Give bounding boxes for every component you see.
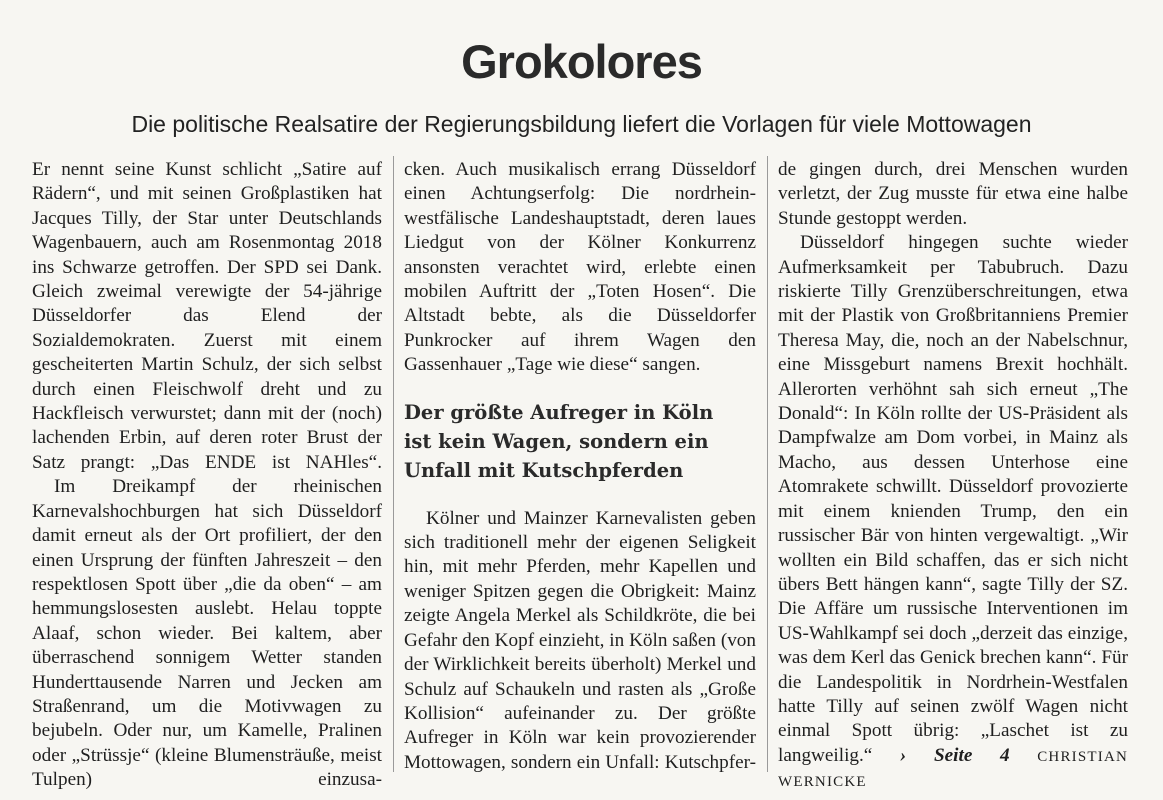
paragraph xyxy=(778,231,1128,794)
paragraph: Im Dreikampf der rheinischen Karnevalshochburgen hat sich Düsseldorf damit erneut als der Ort profiliert, der den einen Ursprung der fünften Jahreszeit – den respektlosen Spott über „die da oben“ – am hemmungslosesten auslebt. Helau toppte Alaaf, schon wieder. Bei kaltem, aber überraschend sonnigem Wetter standen Hunderttausende Narren und Jecken am Straßenrand, um die Motivwagen zu bejubeln. Oder nur, um Kamelle, Pralinen oder „Strüssje“ (kleine Blumensträuße, meist Tulpen) einzusa- xyxy=(32,476,382,791)
paragraph: de gingen durch, drei Menschen wurden verletzt, der Zug musste für etwa eine halbe Stunde gestoppt werden. xyxy=(778,159,1128,229)
paragraph-text: Düsseldorf hingegen suchte wieder Aufmerksamkeit per Tabubruch. Dazu riskierte Tilly Grenzüberschreitungen, etwa mit der Plastik von Großbritanniens Premier Theresa May, die, noch an der Nabelschnur, eine Missgeburt namens Brexit hochhält. Allerorten verhöhnt sah sich erneut „The Donald“: In Köln rollte der US-Präsident als Dampfwalze am Dom vorbei, in Mainz als Macho, aus dessen Unterhose eine Atomrakete schwillt. Düsseldorf provozierte mit einem knienden Trump, den ein russischer Bär von hinten vergewaltigt. „Wir wollten ein Bild schaffen, das er sich nicht übers Bett hängen kann“, sagte Tilly der SZ. Die Affäre um russische Interventionen im US-Wahlkampf sei doch „derzeit das einzige, was dem Kerl das Genick brechen kann“. Für die Landespolitik in Nordrhein-Westfalen hatte Tilly auf seinen zwölf Wagen nicht einmal Spott übrig: „Laschet ist zu langweilig.“ xyxy=(778,232,1128,766)
author-byline: CHRISTIAN WERNICKE xyxy=(778,748,1129,791)
column-2 xyxy=(404,158,756,775)
paragraph: Kölner und Mainzer Karnevalisten geben sich traditionell mehr der eigenen Seligkeit hin, mit mehr Pferden, mehr Kapellen und weniger Spitzen gegen die Obrigkeit: Mainz zeigte Angela Merkel als Schildkröte, die bei Gefahr den Kopf einzieht, in Köln saßen (von der Wirklichkeit bereits überholt) Merkel und Schulz auf Schaukeln und rasten als „Große Kollision“ aufeinander zu. Der größte Aufreger in Köln war kein provozierender Mottowagen, sondern ein Unfall: Kutschpfer- xyxy=(404,507,756,773)
intertitle-line: Der größte Aufreger in Köln xyxy=(404,400,714,424)
paragraph: Er nennt seine Kunst schlicht „Satire auf Rädern“, und mit seinen Großplastiken hat Jacques Tilly, der Star unter Deutschlands Wagenbauern, auch am Rosenmontag 2018 ins Schwarze getroffen. Der SPD sei Dank. Gleich zweimal verewigte der 54-jährige Düsseldorfer das Elend der Sozialdemokraten. Zuerst mit einem gescheiterten Martin Schulz, der sich selbst durch einen Fleischwolf dreht und zu Hackfleisch verwurstet; dann mit der (noch) lachenden Erbin, auf deren roter Brust der Satz prangt: „Das ENDE ist NAHles“. xyxy=(32,159,382,473)
intertitle-line: Unfall mit Kutschpferden xyxy=(404,458,684,482)
intertitle xyxy=(404,398,756,485)
column-divider xyxy=(767,156,768,772)
column-divider xyxy=(393,156,394,772)
page-reference: › Seite 4 xyxy=(899,744,1010,766)
headline: Grokolores xyxy=(461,35,702,88)
column-3 xyxy=(778,158,1128,795)
column-1 xyxy=(32,158,382,793)
subheadline: Die politische Realsatire der Regierungsbildung liefert die Vorlagen für viele Mottowagen xyxy=(131,111,1032,137)
paragraph: cken. Auch musikalisch errang Düsseldorf einen Achtungserfolg: Die nordrhein-westfälische Landeshauptstadt, deren laues Liedgut von der Kölner Konkurrenz ansonsten verachtet wird, erlebte einen mobilen Auftritt der „Toten Hosen“. Die Altstadt bebte, als die Düsseldorfer Punkrocker auf ihrem Wagen den Gassenhauer „Tage wie diese“ sangen. xyxy=(404,159,756,376)
intertitle-line: ist kein Wagen, sondern ein xyxy=(404,429,709,453)
